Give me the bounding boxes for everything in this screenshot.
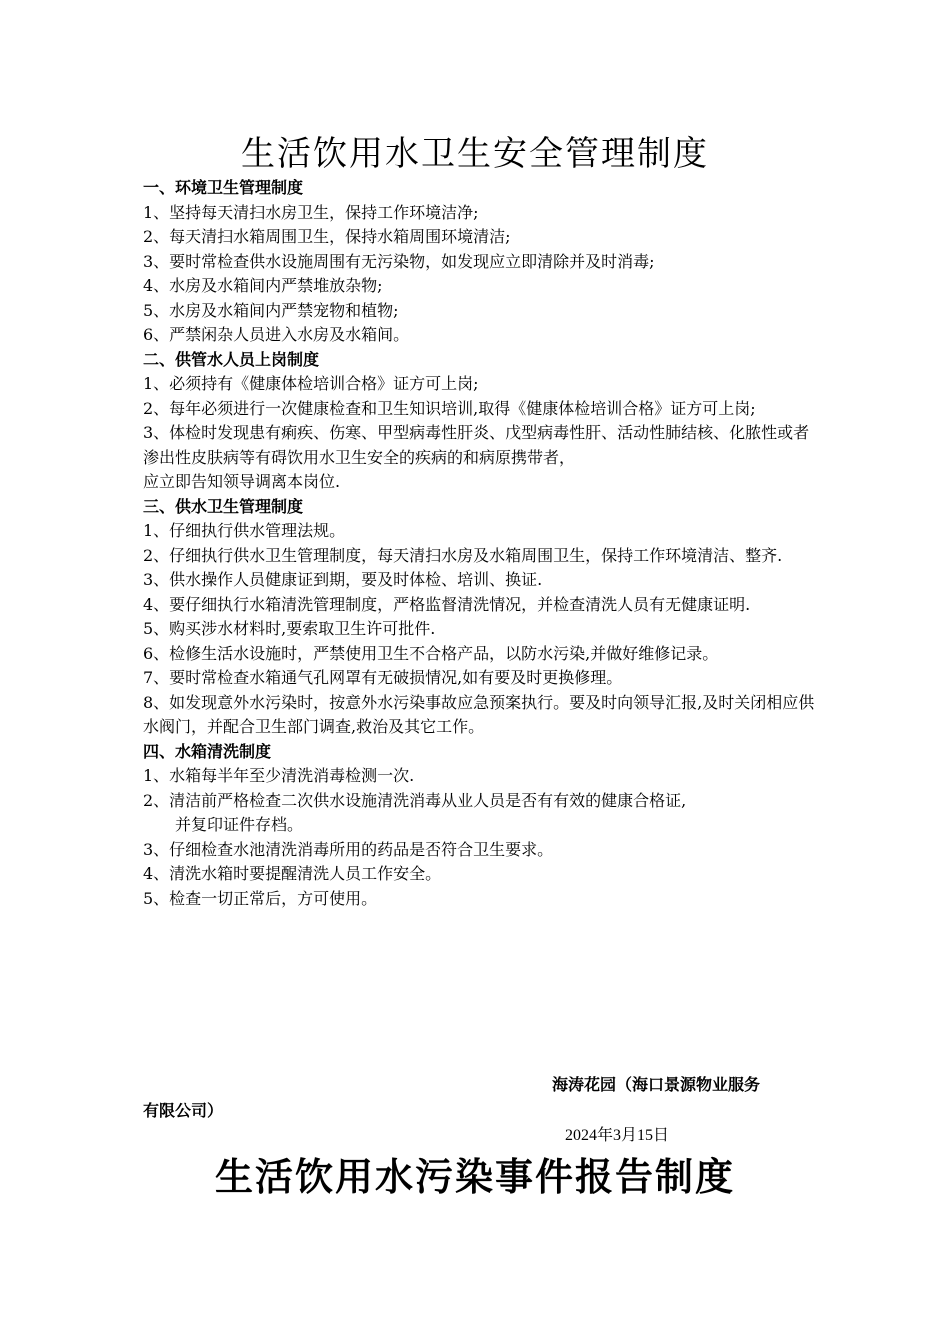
list-item: 2、仔细执行供水卫生管理制度，每天清扫水房及水箱周围卫生，保持工作环境清洁、整齐. [143, 545, 783, 565]
list-item: 1、必须持有《健康体检培训合格》证方可上岗; [143, 374, 479, 393]
section-heading: 三、供水卫生管理制度 [143, 496, 304, 516]
list-item: 4、清洗水箱时要提醒清洗人员工作安全。 [143, 864, 442, 883]
list-item: 2、每年必须进行一次健康检查和卫生知识培训,取得《健康体检培训合格》证方可上岗; [143, 398, 756, 418]
list-item: 2、清洁前严格检查二次供水设施清洗消毒从业人员是否有有效的健康合格证, [143, 790, 687, 810]
list-item: 4、水房及水箱间内严禁堆放杂物; [143, 276, 383, 295]
list-item: 1、仔细执行供水管理法规。 [143, 521, 346, 540]
list-item: 5、购买涉水材料时,要索取卫生许可批件. [143, 619, 436, 638]
company-name-line1: 海涛花园（海口景源物业服务 [552, 1075, 761, 1094]
section-heading: 二、供管水人员上岗制度 [143, 349, 320, 369]
list-item: 2、每天清扫水箱周围卫生，保持水箱周围环境清洁; [143, 227, 511, 246]
document-title: 生活饮用水卫生安全管理制度 [241, 134, 709, 174]
list-item: 3、体检时发现患有痢疾、伤寒、甲型病毒性肝炎、戊型病毒性肝、活动性肺结核、化脓性或者渗出性皮肤病等有碍饮用水卫生安全的疾病的和病原携带者， [143, 423, 810, 467]
issue-date: 2024年3月15日 [565, 1127, 670, 1144]
next-document-title: 生活饮用水污染事件报告制度 [214, 1155, 735, 1199]
list-item: 5、水房及水箱间内严禁宠物和植物; [143, 300, 399, 320]
list-item: 3、供水操作人员健康证到期，要及时体检、培训、换证. [143, 570, 543, 589]
list-item: 6、检修生活水设施时，严禁使用卫生不合格产品，以防水污染,并做好维修记录。 [143, 643, 719, 663]
section-heading: 四、水箱清洗制度 [143, 741, 272, 761]
list-item-continuation: 并复印证件存档。 [175, 815, 304, 834]
list-item: 应立即告知领导调离本岗位. [143, 472, 341, 491]
list-item: 1、坚持每天清扫水房卫生，保持工作环境洁净; [143, 202, 479, 222]
list-item: 5、检查一切正常后，方可使用。 [143, 888, 378, 908]
list-item: 7、要时常检查水箱通气孔网罩有无破损情况,如有要及时更换修理。 [143, 668, 623, 687]
section-heading: 一、环境卫生管理制度 [143, 178, 304, 197]
list-item: 3、要时常检查供水设施周围有无污染物，如发现应立即清除并及时消毒; [143, 251, 655, 271]
list-item: 1、水箱每半年至少清洗消毒检测一次. [143, 766, 415, 785]
list-item: 8、如发现意外水污染时，按意外水污染事故应急预案执行。要及时向领导汇报,及时关闭相应供水阀门，并配合卫生部门调查,救治及其它工作。 [143, 692, 815, 736]
document-body [143, 176, 823, 911]
list-item: 6、严禁闲杂人员进入水房及水箱间。 [143, 325, 410, 344]
list-item: 3、仔细检查水池清洗消毒所用的药品是否符合卫生要求。 [143, 839, 554, 859]
company-name-line2: 有限公司） [143, 1101, 224, 1120]
list-item: 4、要仔细执行水箱清洗管理制度，严格监督清洗情况，并检查清洗人员有无健康证明. [143, 594, 751, 614]
